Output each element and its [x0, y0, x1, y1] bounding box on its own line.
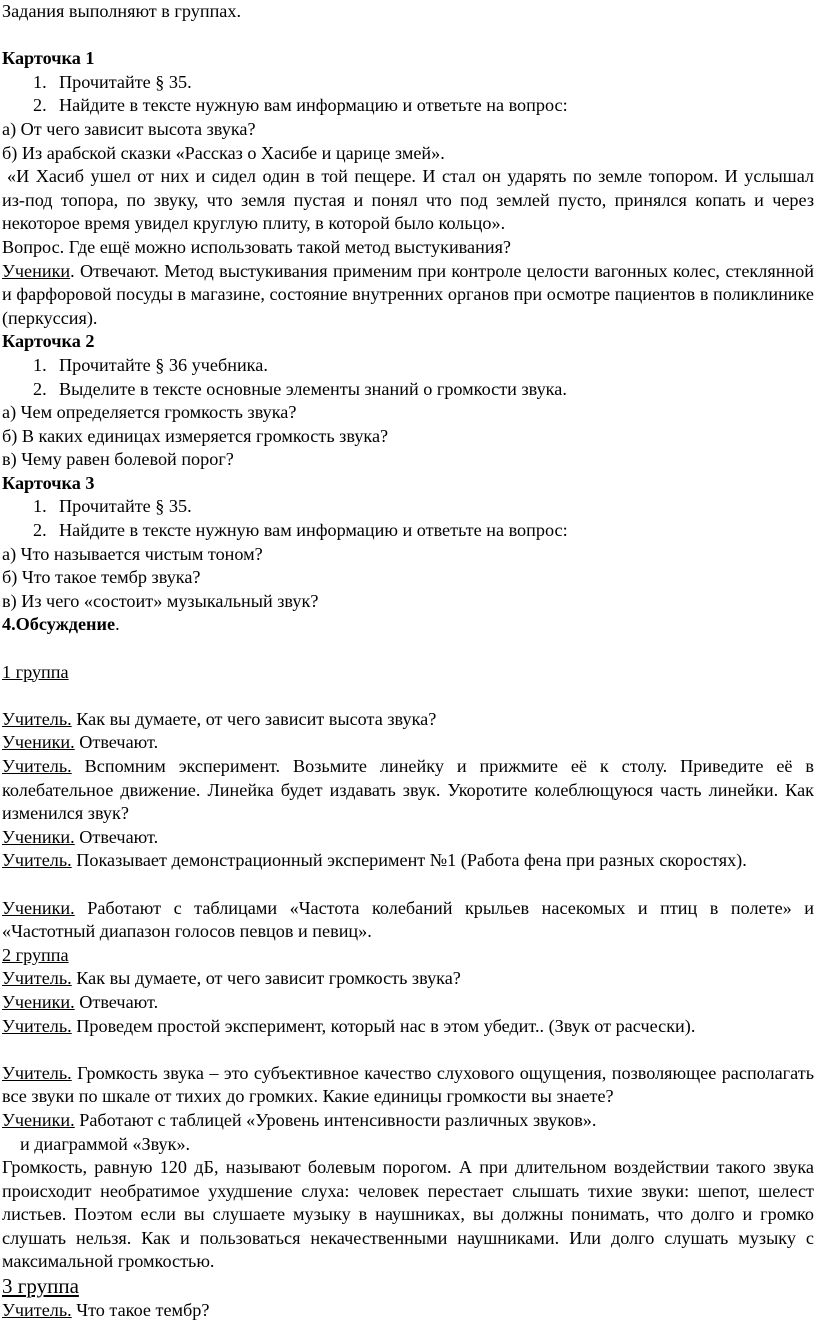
intro-line: Задания выполняют в группах.	[2, 1, 242, 21]
group1-teacher-2: Учитель. Вспомним эксперимент. Возьмите линейку и прижмите её к столу. Приведите её в колебательное движение. Линейка будет издавать звук. Укоротите колеблющуюся часть линейки. Как изменился звук?	[2, 756, 814, 824]
card1-steps	[2, 71, 814, 118]
spacer	[2, 637, 814, 661]
card3-steps	[2, 495, 814, 542]
card3-question-b: б) Что такое тембр звука?	[2, 567, 201, 588]
group1-teacher-3: Учитель. Показывает демонстрационный эксперимент №1 (Работа фена при разных скоростях).	[2, 850, 747, 871]
teacher-label: Учитель.	[2, 850, 72, 871]
spacer	[2, 1038, 814, 1062]
group2-teacher-2: Учитель. Проведем простой эксперимент, который нас в этом убедит.. (Звук от расчески).	[2, 1015, 696, 1036]
card1-quote-line-3: некоторое время увидел круглую плиту, в которой было кольцо».	[2, 213, 506, 234]
group1-title: 1 группа	[2, 661, 69, 682]
card3-title: Карточка 3	[2, 472, 95, 493]
list-item: 1. Прочитайте § 36 учебника.	[33, 354, 268, 375]
students-label: Ученики	[2, 260, 71, 281]
group2-teacher-1: Учитель. Как вы думаете, от чего зависит громкость звука?	[2, 968, 461, 989]
spacer	[2, 684, 814, 708]
teacher-label: Учитель.	[2, 708, 72, 729]
students-label: Ученики.	[2, 1109, 75, 1130]
teacher-label: Учитель.	[2, 1015, 72, 1036]
card1-quote-line-1: «И Хасиб ушел от них и сидел один в той пещере. И стал он ударять по земле топором. И услышал	[7, 166, 814, 187]
teacher-label: Учитель.	[2, 1062, 72, 1083]
group2-students-3: Ученики. Работают с таблицей «Уровень интенсивности различных звуков».	[2, 1109, 597, 1130]
group2-paragraph: Громкость, равную 120 дБ, называют болевым порогом. А при длительном воздействии такого звука происходит необратимое ухудшение слуха: человек перестает слышать тихие звуки: шепот, шелест листьев. Поэтом если вы слушаете музыку в наушниках, вы должны понимать, что долго и громко слушать нельзя. Как и пользоваться некачественными наушниками. Или долго слушать музыку с максимальной громкостью.	[2, 1157, 814, 1272]
card2-title: Карточка 2	[2, 331, 95, 352]
card2-question-a: а) Чем определяется громкость звука?	[2, 402, 297, 423]
group1-teacher-1: Учитель. Как вы думаете, от чего зависит высота звука?	[2, 708, 437, 729]
card3-question-c: в) Из чего «состоит» музыкальный звук?	[2, 590, 319, 611]
group1-students-3: Ученики. Работают с таблицами «Частота колебаний крыльев насекомых и птиц в полете» и «Частотный диапазон голосов певцов и певиц».	[2, 897, 814, 942]
students-label: Ученики.	[2, 991, 75, 1012]
teacher-label: Учитель.	[2, 756, 72, 776]
list-item: 1. Прочитайте § 35.	[33, 496, 192, 517]
card1-quote-line-2: из-под топора, по звуку, что земля пустая и понял что под землей пусто, принялся копать и через	[2, 189, 814, 210]
card1-question-b: б) Из арабской сказки «Рассказ о Хасибе и царице змей».	[2, 142, 445, 163]
card2-steps	[2, 354, 814, 401]
card1-answer: Ученики. Отвечают. Метод выстукивания применим при контроле целости вагонных колес, стеклянной и фарфоровой посуды в магазине, состояние внутренних органов при осмотре пациентов в поликлинике (перкуссия).	[2, 260, 814, 328]
students-label: Ученики.	[2, 732, 75, 753]
spacer	[2, 873, 814, 897]
group2-title: 2 группа	[2, 944, 69, 965]
list-item: 2. Найдите в тексте нужную вам информацию и ответьте на вопрос:	[33, 520, 568, 541]
teacher-label: Учитель.	[2, 968, 72, 989]
spacer	[2, 24, 814, 48]
group1-students-1: Ученики. Отвечают.	[2, 732, 159, 753]
card2-question-c: в) Чему равен болевой порог?	[2, 449, 234, 470]
group2-teacher-3: Учитель. Громкость звука – это субъективное качество слухового ощущения, позволяющее располагать все звуки по шкале от тихих до громких. Какие единицы громкости вы знаете?	[2, 1062, 814, 1107]
group2-students-1: Ученики. Отвечают.	[2, 991, 159, 1012]
list-item: 2. Выделите в тексте основные элементы знаний о громкости звука.	[33, 378, 567, 399]
group3-title: 3 группа	[2, 1274, 79, 1299]
list-item: 1. Прочитайте § 35.	[33, 71, 192, 92]
card1-title: Карточка 1	[2, 48, 95, 69]
group3-teacher-1: Учитель. Что такое тембр?	[2, 1300, 210, 1321]
discussion-heading: 4.Обсуждение.	[2, 614, 120, 635]
card3-question-a: а) Что называется чистым тоном?	[2, 543, 263, 564]
card1-question-a: а) От чего зависит высота звука?	[2, 118, 256, 139]
students-label: Ученики.	[2, 897, 75, 918]
list-item: 2. Найдите в тексте нужную вам информацию и ответьте на вопрос:	[33, 95, 568, 116]
card1-question: Вопрос. Где ещё можно использовать такой метод выстукивания?	[2, 236, 512, 257]
group2-diagram-line: и диаграммой «Звук».	[20, 1133, 191, 1154]
teacher-label: Учитель.	[2, 1300, 72, 1321]
students-label: Ученики.	[2, 826, 75, 847]
card2-question-b: б) В каких единицах измеряется громкость звука?	[2, 425, 389, 446]
group1-students-2: Ученики. Отвечают.	[2, 826, 159, 847]
